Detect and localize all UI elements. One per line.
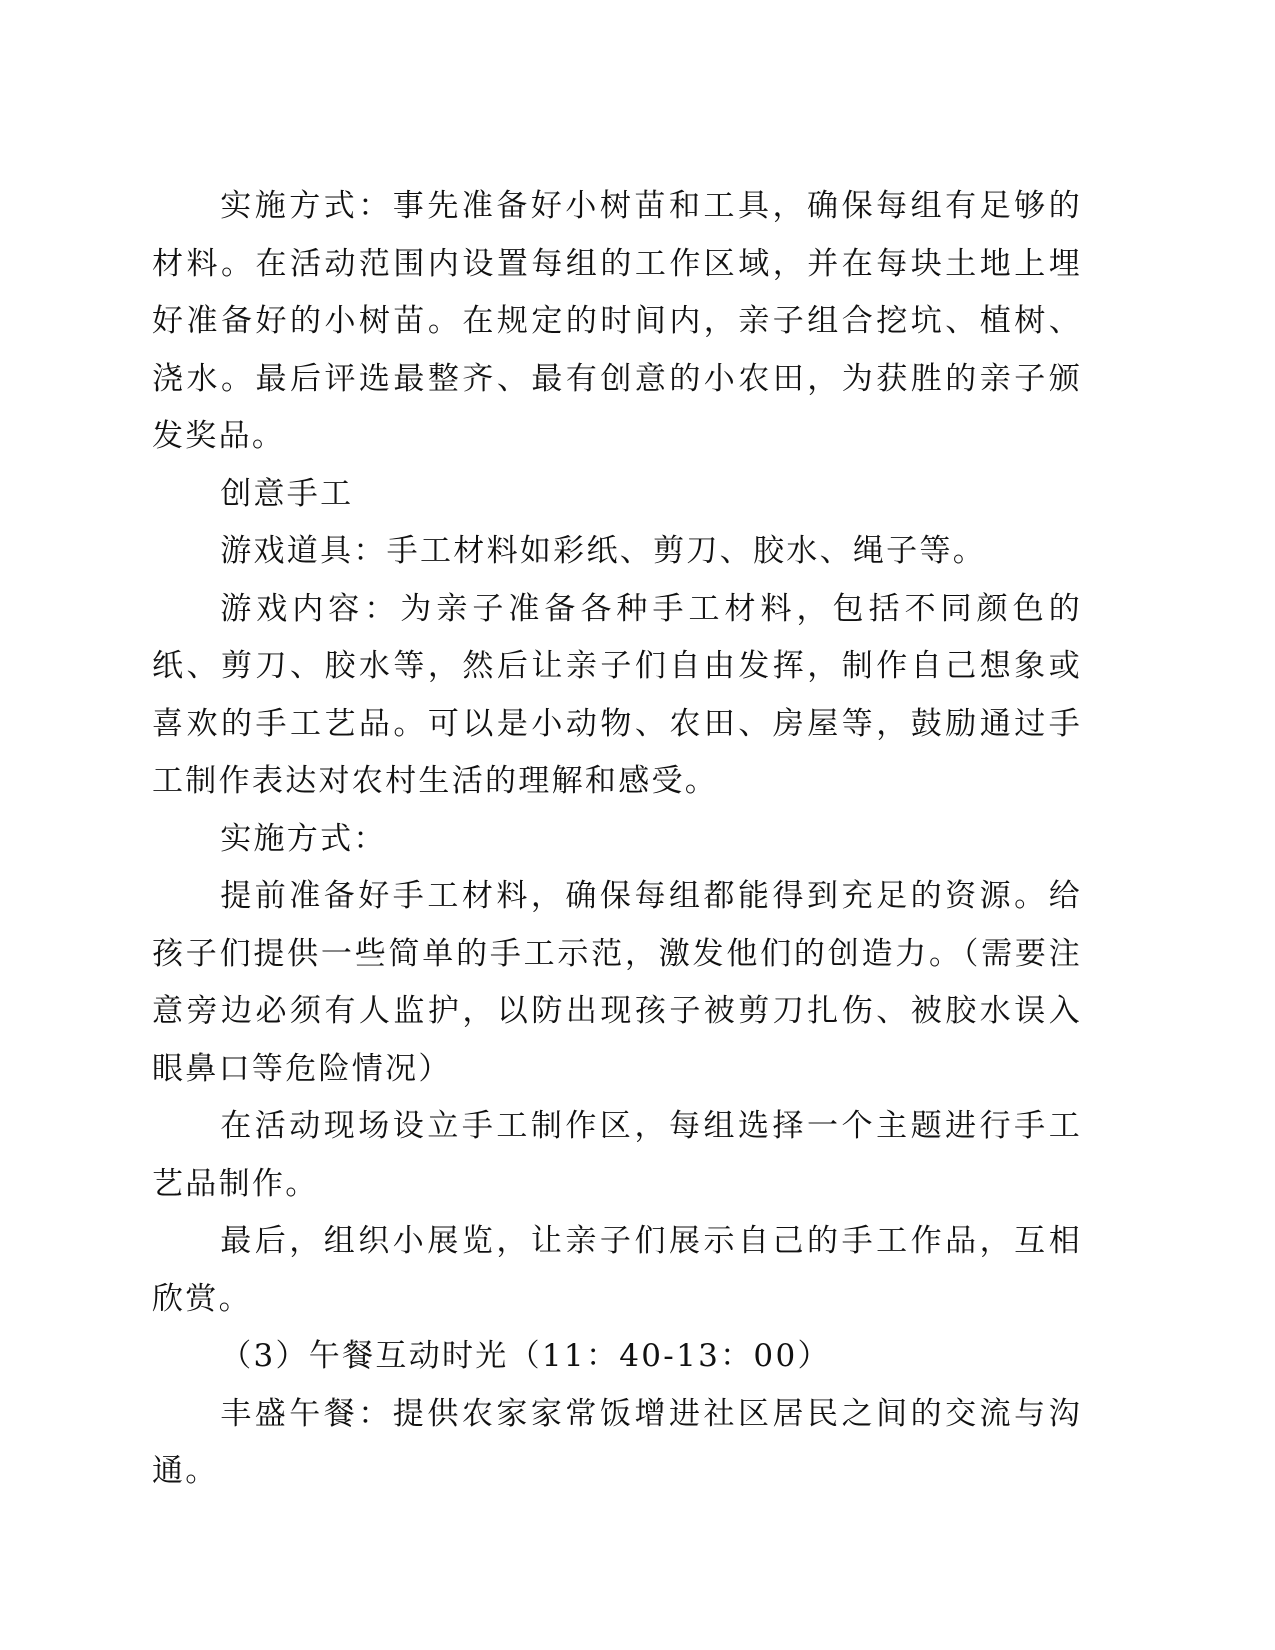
paragraph-lunch: 丰盛午餐：提供农家家常饭增进社区居民之间的交流与沟通。 [152, 1395, 1082, 1489]
paragraph-game-content: 游戏内容：为亲子准备各种手工材料，包括不同颜色的纸、剪刀、胶水等，然后让亲子们自由发挥，制作自己想象或喜欢的手工艺品。可以是小动物、农田、房屋等，鼓励通过手工制作表达对农村生活的理解和感受。 [152, 590, 1082, 799]
paragraph-implementation-label: 实施方式： [220, 820, 387, 857]
section-heading-creative-crafts: 创意手工 [220, 475, 354, 512]
paragraph-craft-area: 在活动现场设立手工制作区，每组选择一个主题进行手工艺品制作。 [152, 1108, 1082, 1202]
paragraph-planting-implementation: 实施方式：事先准备好小树苗和工具，确保每组有足够的材料。在活动范围内设置每组的工作区域，并在每块土地上埋好准备好的小树苗。在规定的时间内，亲子组合挖坑、植树、浇水。最后评选最整齐、最有创意的小农田，为获胜的亲子颁发奖品。 [152, 188, 1082, 454]
paragraph-exhibition: 最后，组织小展览，让亲子们展示自己的手工作品，互相欣赏。 [152, 1223, 1082, 1317]
section-heading-lunch: （3）午餐互动时光（11：40-13：00） [220, 1338, 831, 1374]
document-body [152, 178, 1082, 1501]
paragraph-prepare-materials: 提前准备好手工材料，确保每组都能得到充足的资源。给孩子们提供一些简单的手工示范，激发他们的创造力。（需要注意旁边必须有人监护，以防出现孩子被剪刀扎伤、被胶水误入眼鼻口等危险情况） [152, 878, 1082, 1087]
paragraph-game-props: 游戏道具：手工材料如彩纸、剪刀、胶水、绳子等。 [220, 533, 987, 569]
